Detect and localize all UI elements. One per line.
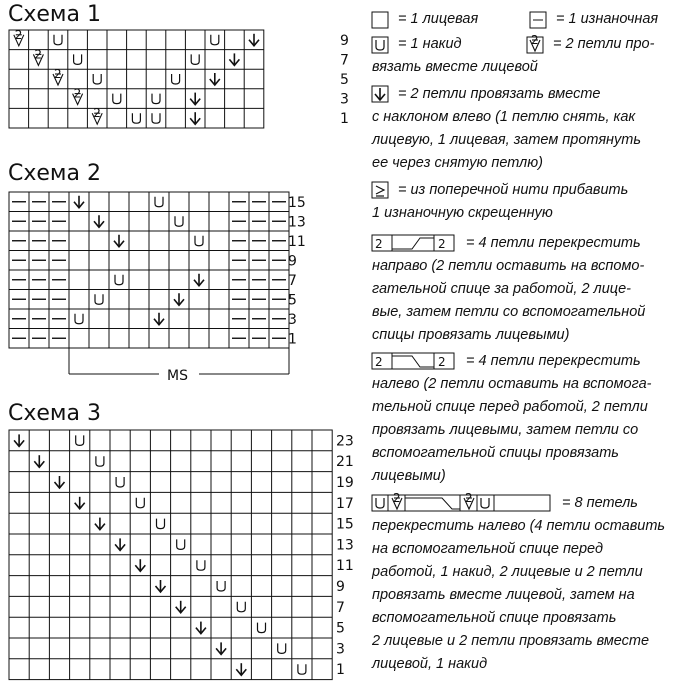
legend-cr-right-2: направо (2 петли оставить на вспомо- [372, 258, 645, 274]
row-number: 9 [336, 579, 345, 595]
row-number: 5 [336, 620, 345, 637]
legend-cr-left-4: провязать лицевыми, затем петли со [372, 422, 639, 438]
ssk-icon [375, 88, 385, 100]
scheme-1-title: Схема 1 [8, 2, 101, 27]
row-number: 11 [288, 233, 306, 250]
row-number: 7 [340, 52, 349, 69]
legend-ssk-2: с наклоном влево (1 петлю снять, как [372, 109, 636, 125]
legend-inc-2: 1 изнаночную скрещенную [372, 205, 553, 221]
row-number: 1 [336, 662, 345, 679]
legend-cr-right-1: = 4 петли перекрестить [466, 235, 641, 251]
legend-k2tog-2: вязать вместе лицевой [372, 59, 538, 75]
row-number: 1 [340, 111, 349, 128]
row-number: 21 [336, 454, 354, 471]
row-number: 3 [340, 91, 349, 108]
row-number: 23 [336, 433, 354, 450]
svg-text:2: 2 [54, 67, 62, 81]
knit-symbol-icon [372, 12, 388, 28]
legend-cr8-7: 2 лицевые и 2 петли провязать вместе [372, 633, 650, 649]
row-number: 1 [288, 331, 297, 348]
legend-cr-right-4: вые, затем петли со вспомогательной [372, 304, 646, 320]
svg-text:2: 2 [14, 27, 23, 42]
row-number: 9 [340, 32, 349, 49]
cable-number: 2 [438, 237, 446, 251]
legend-cr8-5: провязать вместе лицевой, затем на [372, 587, 635, 603]
yo-icon [481, 498, 489, 508]
row-number: 5 [288, 292, 297, 309]
svg-text:2: 2 [465, 491, 473, 505]
row-number: 3 [336, 641, 345, 658]
row-number: 13 [336, 537, 354, 554]
svg-text:2: 2 [531, 33, 539, 47]
legend-cr8-4: работой, 1 накид, 2 лицевые и 2 петли [372, 564, 643, 580]
svg-text:2: 2 [34, 47, 43, 62]
legend-cr-left-1: = 4 петли перекрестить [466, 353, 641, 369]
legend-ssk-1: = 2 петли провязать вместе [398, 86, 601, 102]
k2tog-icon [530, 33, 540, 51]
k2tog-icon [392, 491, 402, 509]
scheme-3-title: Схема 3 [8, 401, 101, 426]
legend-cr8-2: перекрестить налево (4 петли оставить [372, 518, 666, 534]
k2tog-icon [464, 491, 474, 509]
legend-cr8-6: вспомогательной спице провязать [372, 610, 617, 626]
row-number: 17 [336, 495, 354, 512]
row-number: 7 [288, 272, 297, 289]
legend-knit: = 1 лицевая [398, 11, 479, 27]
ms-label: MS [167, 368, 188, 384]
legend-cr8-1: = 8 петель [562, 495, 638, 511]
legend-cr-left-6: лицевыми) [372, 468, 446, 484]
cable-number: 2 [375, 237, 383, 251]
increase-glyph-icon [376, 186, 384, 196]
svg-text:2: 2 [73, 86, 82, 101]
legend-k2tog-1: = 2 петли про- [553, 36, 655, 52]
row-number: 15 [336, 516, 354, 533]
legend-cr-right-3: гательной спице за работой, 2 лице- [372, 281, 631, 297]
yo-icon [376, 498, 384, 508]
scheme-2-title: Схема 2 [8, 161, 101, 186]
row-number: 13 [288, 214, 306, 231]
legend-yo: = 1 накид [398, 36, 462, 52]
legend-ssk-4: ее через снятую петлю) [372, 155, 543, 171]
row-number: 15 [288, 194, 306, 211]
row-number: 19 [336, 475, 354, 491]
legend-ssk-3: лицевую, 1 лицевая, затем протянуть [372, 132, 641, 148]
row-number: 7 [336, 599, 345, 616]
svg-text:2: 2 [393, 491, 401, 505]
cable-number: 2 [438, 355, 446, 369]
legend-cr-left-3: тельной спице перед работой, 2 петли [372, 399, 648, 415]
yo-icon [376, 40, 384, 50]
row-number: 5 [340, 72, 349, 88]
legend-cr8-3: на вспомогательной спице перед [372, 541, 603, 557]
row-number: 3 [288, 311, 297, 328]
row-number: 9 [288, 253, 297, 270]
svg-text:2: 2 [93, 106, 101, 121]
legend-cr-left-2: налево (2 петли оставить на вспомога- [372, 376, 652, 392]
legend-inc-1: = из поперечной нити прибавить [398, 182, 629, 198]
cable-number: 2 [375, 355, 383, 369]
legend-cr-left-5: вспомогательной спицы провязать [372, 445, 619, 461]
legend-cr8-8: лицевой, 1 накид [372, 656, 488, 672]
legend-purl: = 1 изнаночная [556, 11, 659, 27]
row-number: 11 [336, 558, 354, 575]
legend-cr-right-5: спицы провязать лицевыми) [372, 327, 570, 343]
